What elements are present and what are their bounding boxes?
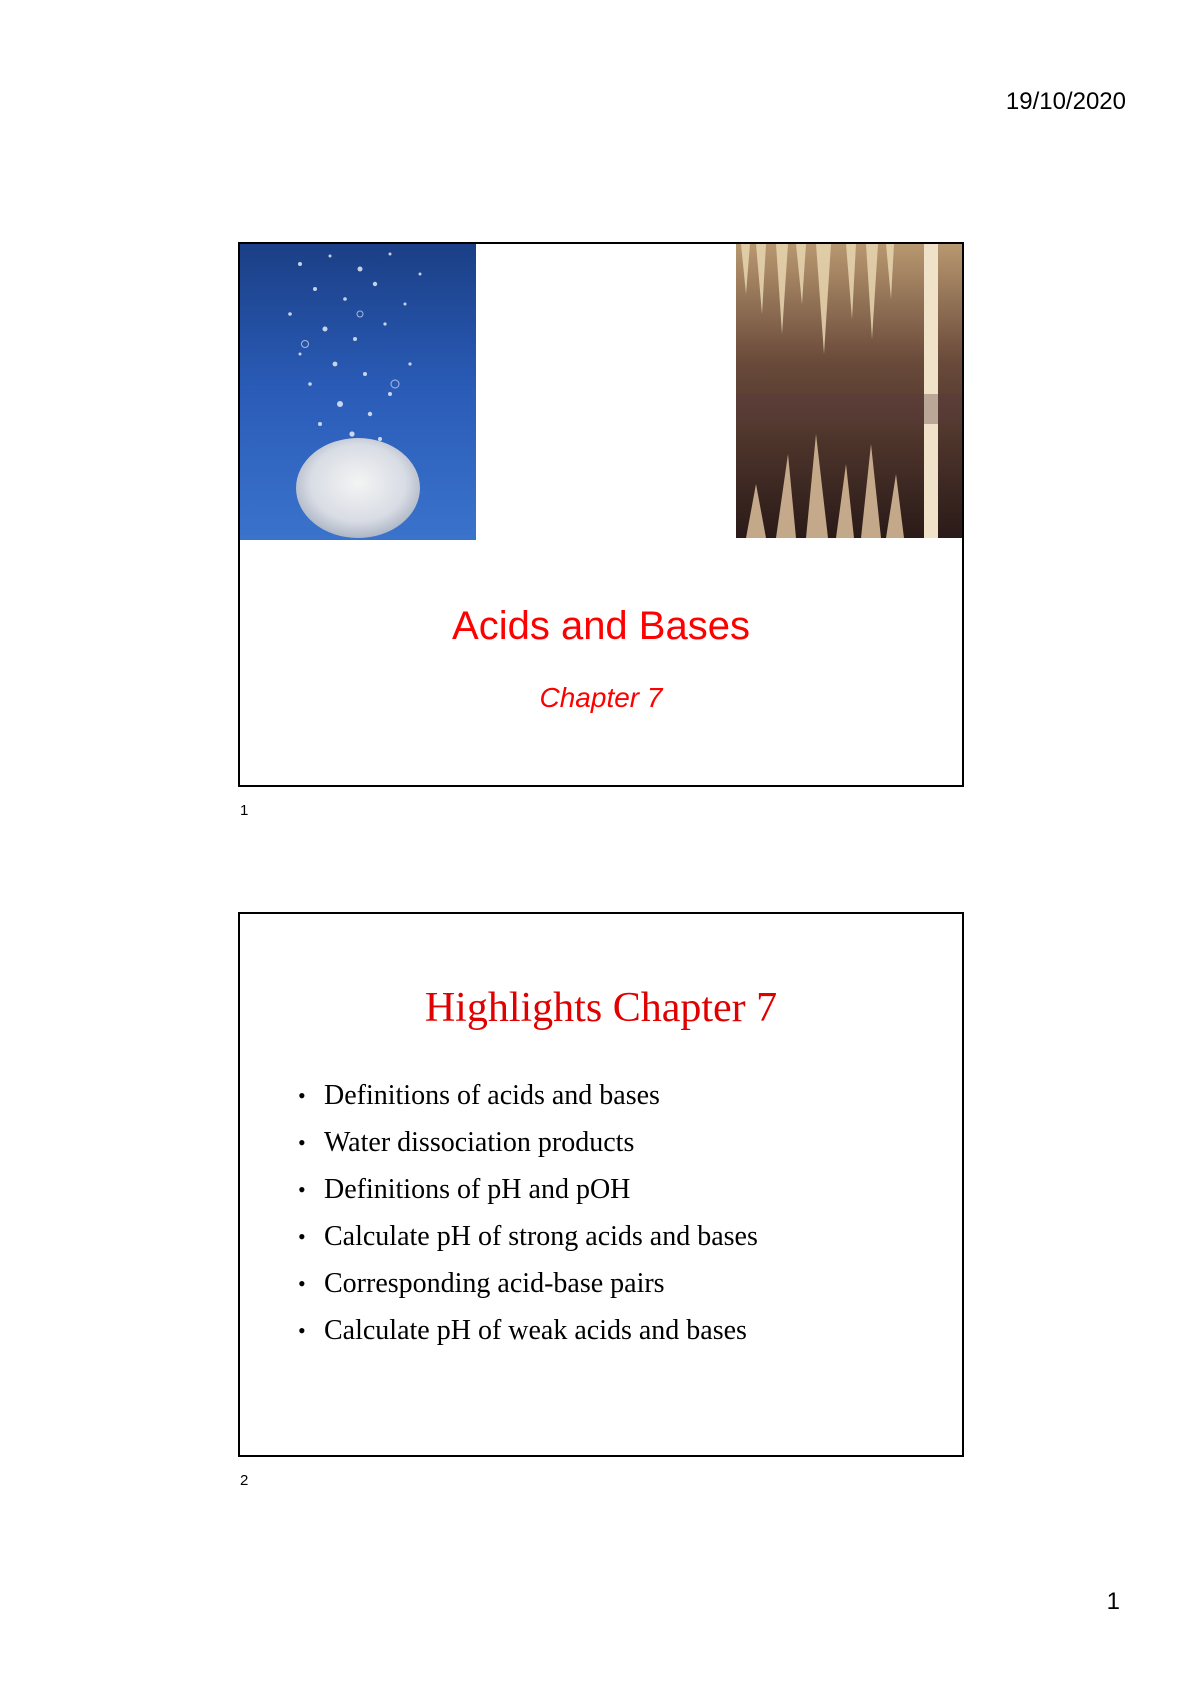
list-item: • Corresponding acid-base pairs xyxy=(298,1260,758,1307)
slide-1-number: 1 xyxy=(240,802,249,819)
effervescent-tablet-photo xyxy=(240,244,476,540)
page-number: 1 xyxy=(1106,1588,1120,1615)
cave-stalactites-photo xyxy=(736,244,962,538)
slide-2-number: 2 xyxy=(240,1472,249,1489)
slide-1 xyxy=(238,242,964,787)
slide-1-title: Acids and Bases xyxy=(452,604,750,648)
list-item: • Definitions of acids and bases xyxy=(298,1072,758,1119)
list-item: • Definitions of pH and pOH xyxy=(298,1166,758,1213)
list-item: • Water dissociation products xyxy=(298,1119,758,1166)
highlights-list xyxy=(298,1072,758,1354)
slide-1-subtitle: Chapter 7 xyxy=(539,682,663,713)
slide-2 xyxy=(238,912,964,1457)
slide-2-title: Highlights Chapter 7 xyxy=(424,985,778,1031)
list-item: • Calculate pH of weak acids and bases xyxy=(298,1307,758,1354)
page-date: 19/10/2020 xyxy=(1005,88,1126,115)
list-item: • Calculate pH of strong acids and bases xyxy=(298,1213,758,1260)
